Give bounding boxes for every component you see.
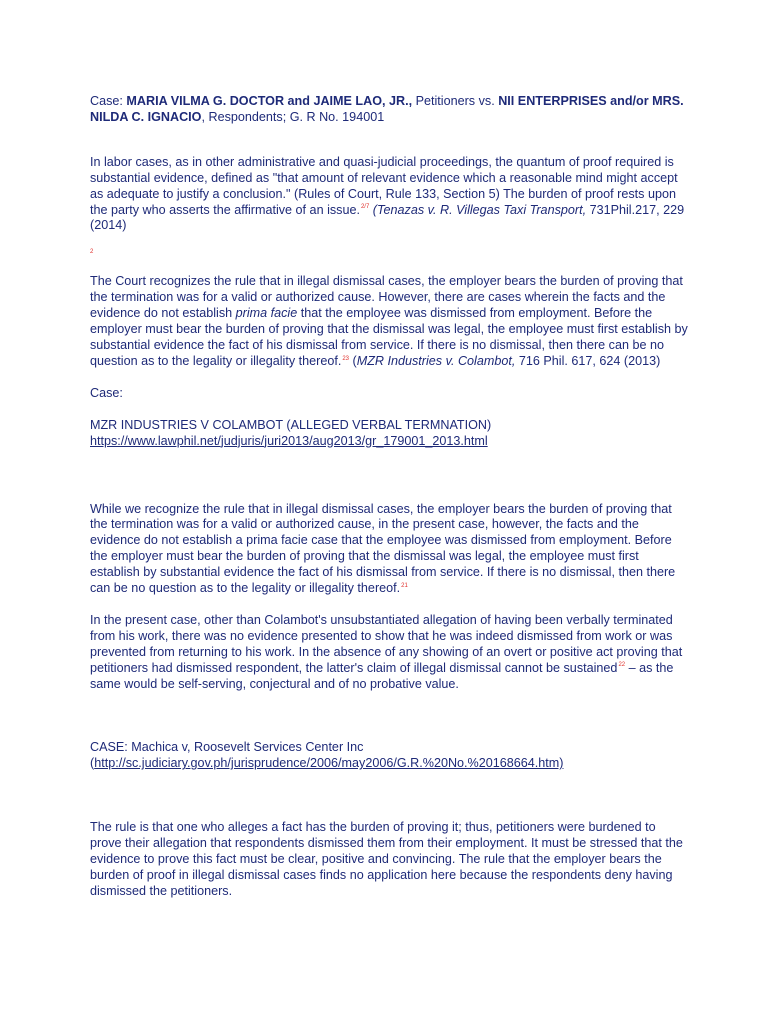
footnote-marker[interactable]: 22: [618, 662, 626, 669]
case-title-machica: CASE: Machica v, Roosevelt Services Center Inc: [90, 740, 364, 755]
paragraph-mzr-quote-1: [90, 502, 690, 597]
footnote-marker[interactable]: 23: [342, 355, 350, 362]
case-link-line: [90, 756, 690, 772]
respondent-names: NII ENTERPRISES and/or MRS. NILDA C. IGNACIO: [90, 94, 684, 124]
paragraph-text: that the employee was dismissed from employment. Before the employer must bear the burden of proving that the dismissal was legal, the employee must first establish by substantial evidence the fact of his dismissal from service. If there is no dismissal, then there can be no question as to the legality or illegality thereof.: [90, 306, 688, 368]
paragraph-text: – as the same would be self-serving, conjectural and of no probative value.: [90, 660, 674, 691]
case-label-2: Case:: [90, 385, 123, 400]
paragraph-substantial-evidence: [90, 155, 690, 235]
petitioners-vs-text: Petitioners vs.: [412, 94, 499, 108]
paragraph-text: The rule is that one who alleges a fact has the burden of proving it; thus, petitioners were burdened to prove their allegation that respondents dismissed them from their employment. It must be stressed that the evidence to prove this fact must be clear, positive and convincing. The rule that the employer bears the burden of proof in illegal dismissal cases finds no application here because the respondents deny having dismissed the petitioners.: [90, 820, 683, 898]
footnote-marker[interactable]: 2/7: [360, 204, 370, 211]
lawphil-link[interactable]: https://www.lawphil.net/judjuris/juri2013/aug2013/gr_179001_2013.html: [90, 433, 488, 448]
citation-text: 731Phil.217, 229 (2014): [90, 202, 685, 233]
paragraph-text: In labor cases, as in other administrative and quasi-judicial proceedings, the quantum of proof required is substantial evidence, defined as "that amount of relevant evidence which a reasonable mind might accept as adequate to justify a conclusion." (Rules of Court, Rule 133, Section 5) The burden of proof rests upon the party who asserts the affirmative of an issue.: [90, 154, 678, 217]
prima-facie-italic: prima facie: [235, 306, 298, 321]
paragraph-mzr-quote-2: [90, 613, 690, 693]
paragraph-burden-of-proof: [90, 820, 690, 900]
citation-paren: (: [349, 353, 357, 368]
paragraph-court-recognizes: [90, 274, 690, 369]
paragraph-text: In the present case, other than Colambot's unsubstantiated allegation of having been verbally terminated from his work, there was no evidence presented to show that he was indeed dismissed from work or was prevented from returning to his work. In the absence of any showing of an overt or positive act proving that petitioners had dismissed respondent, the latter's claim of illegal dismissal cannot be sustained: [90, 612, 683, 675]
paragraph-text: The Court recognizes the rule that in illegal dismissal cases, the employer bears the burden of proving that the termination was for a valid or authorized cause. However, there are cases wherein the facts and the evidence do not establish: [90, 274, 683, 321]
respondents-gr-number: , Respondents; G. R No. 194001: [201, 109, 385, 124]
citation-text: 716 Phil. 617, 624 (2013): [515, 353, 661, 368]
citation-italic: (Tenazas v. R. Villegas Taxi Transport,: [369, 202, 587, 217]
citation-italic: MZR Industries v. Colambot,: [356, 353, 516, 368]
footnote-marker-standalone[interactable]: 2: [90, 249, 94, 256]
paragraph-text: While we recognize the rule that in illegal dismissal cases, the employer bears the burden of proving that the termination was for a valid or authorized cause, in the present case, however, the facts and the evidence do not establish a prima facie case that the employee was dismissed from employment. Before the employer must bear the burden of proving that the dismissal was legal, the employee must first establish by substantial evidence the fact of his dismissal from service. If there is no dismissal, then there can be no question as to the legality or illegality thereof.: [90, 501, 676, 596]
document-page: [90, 86, 690, 900]
case-title-mzr: MZR INDUSTRIES V COLAMBOT (ALLEGED VERBAL TERMNATION): [90, 417, 492, 432]
case-link-line: [90, 434, 690, 450]
footnote-marker[interactable]: 21: [401, 582, 408, 589]
case-heading-1: [90, 94, 690, 126]
petitioner-names: MARIA VILMA G. DOCTOR and JAIME LAO, JR.,: [126, 94, 413, 108]
link-paren: (: [90, 756, 95, 771]
judiciary-link[interactable]: http://sc.judiciary.gov.ph/jurisprudence/2006/may2006/G.R.%20No.%20168664.htm): [94, 756, 564, 771]
case-prefix: Case:: [90, 94, 127, 108]
